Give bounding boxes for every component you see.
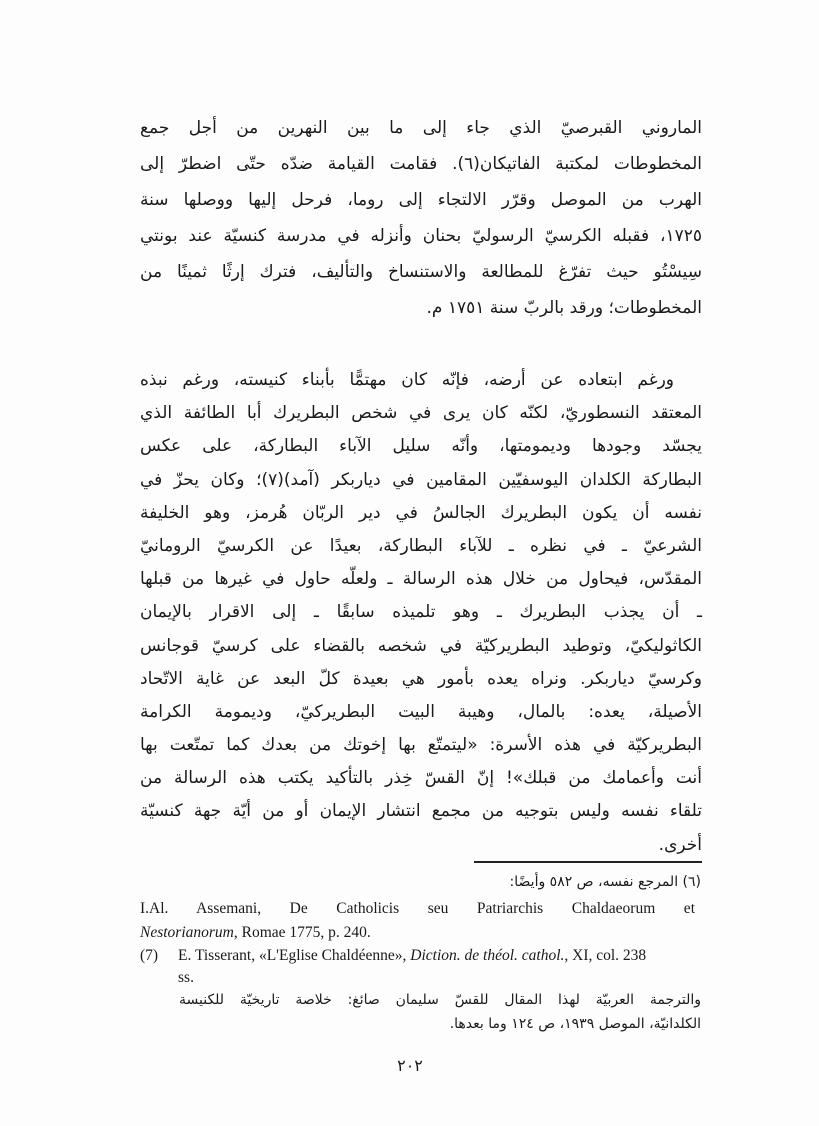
footnote-6-imprint: , Romae 1775, p. 240. bbox=[233, 924, 371, 941]
text-line: المقدّس، فيحاول من خلال هذه الرسالة ـ ولعلّه حاول في غيرها من قبلها bbox=[140, 569, 702, 590]
text-line: الأصيلة، يعده: بالمال، وهيبة البيت البطريركيّ، وديمومة الكرامة bbox=[140, 701, 702, 722]
paragraph-2 bbox=[140, 364, 702, 862]
text-line: ١٧٢٥، فقبله الكرسيّ الرسوليّ بحنان وأنزله في مدرسة كنسيّة عند بونتي bbox=[140, 226, 702, 246]
text-line: ـ أن يجذب البطريرك ـ وهو تلميذه سابقًا ـ إلى الاقرار بالإيمان bbox=[140, 602, 702, 623]
text-line: الشرعيّ ـ في نظره ـ للآباء البطاركة، بعيدًا عن الكرسيّ الرومانيّ bbox=[140, 535, 702, 556]
footnote-7-column: , XI, col. 238 bbox=[564, 947, 647, 964]
text-line: ورغم ابتعاده عن أرضه، فإنّه كان مهتمًّا بأبناء كنيسته، ورغم نبذه bbox=[140, 370, 674, 390]
text-line: نفسه أن يكون البطريرك الجالسُ في دير الربّان هُرمز، وهو الخليفة bbox=[140, 502, 702, 523]
text-line: البطاركة الكلدان اليوسفيّين المقامين في دياربكر (آمد)(٧)؛ وكان يحزّ في bbox=[140, 469, 702, 490]
text-line: وكرسيّ دياربكر. ونراه يعده بأمور هي بعيدة كلّ البعد عن غاية الاتّحاد bbox=[140, 668, 702, 689]
text-line: يجسّد وجودها وديمومتها، وأنّه سليل الآباء البطاركة، على عكس bbox=[140, 436, 702, 457]
footnote-6-arabic: (٦) المرجع نفسه، ص ٥٨٢ وأيضًا: bbox=[509, 874, 701, 890]
text-line: البطريركيّة في هذه الأسرة: «ليتمتّع بها إخوتك من بعدك كما تمتّعت بها bbox=[140, 735, 702, 756]
text-line: سِيسْتُو حيث تفرّغ للمطالعة والاستنساخ والتأليف، فترك إرثًا ثمينًا من bbox=[140, 262, 702, 282]
text-line: المخطوطات لمكتبة الفاتيكان(٦). فقامت القيامة ضدّه حتّى اضطرّ إلى bbox=[140, 154, 703, 174]
footnote-7-source: Diction. de théol. cathol. bbox=[410, 947, 565, 964]
footnote-7-arabic-line-2: الكلدانيّة، الموصل ١٩٣٩، ص ١٢٤ وما بعدها. bbox=[449, 1016, 701, 1032]
footnote-7-number: (7) bbox=[140, 947, 159, 964]
text-line: أخرى. bbox=[658, 834, 702, 855]
text-line: الكاثوليكيّ، وتوطيد البطريركيّة في شخصه بالقضاء على كرسيّ قوجانس bbox=[140, 635, 702, 656]
footnote-6-citation-line-2 bbox=[140, 924, 371, 942]
paragraph-1 bbox=[140, 110, 702, 326]
text-line: الماروني القبرصيّ الذي جاء إلى ما بين النهرين من أجل جمع bbox=[140, 118, 702, 138]
text-line: تلقاء نفسه وليس بتوجيه من مجمع انتشار الإيمان أو من أيّة جهة كنسيّة bbox=[140, 801, 702, 822]
page-number: ٢٠٢ bbox=[397, 1056, 423, 1075]
footnote-divider bbox=[474, 861, 702, 863]
footnote-7-citation bbox=[178, 947, 646, 965]
text-line: الهرب من الموصل وقرّر الالتجاء إلى روما، فرحل إليها ووصلها سنة bbox=[140, 190, 702, 210]
footnote-7-ss: ss. bbox=[178, 969, 194, 986]
footnote-7-author: E. Tisserant, «L'Eglise Chaldéenne», bbox=[178, 947, 411, 964]
text-line: أنت وأعمامك من قبلك»! إنّ القسّ خِذر بالتأكيد يكتب هذه الرسالة من bbox=[140, 768, 702, 789]
text-line: المخطوطات؛ ورقد بالربّ سنة ١٧٥١ م. bbox=[426, 298, 702, 318]
footnote-7-arabic-line-1: والترجمة العربيّة لهذا المقال للقسّ سليمان صائغ: خلاصة تاريخيّة للكنيسة bbox=[179, 992, 701, 1008]
text-line: المعتقد النسطوريّ، لكنّه كان يرى في شخص البطريرك أبا الطائفة الذي bbox=[140, 403, 702, 424]
footnote-6-title: Nestorianorum bbox=[140, 924, 234, 941]
footnote-6-citation-line-1: I.Al. Assemani, De Catholicis seu Patriarchis Chaldaeorum et bbox=[140, 900, 695, 917]
